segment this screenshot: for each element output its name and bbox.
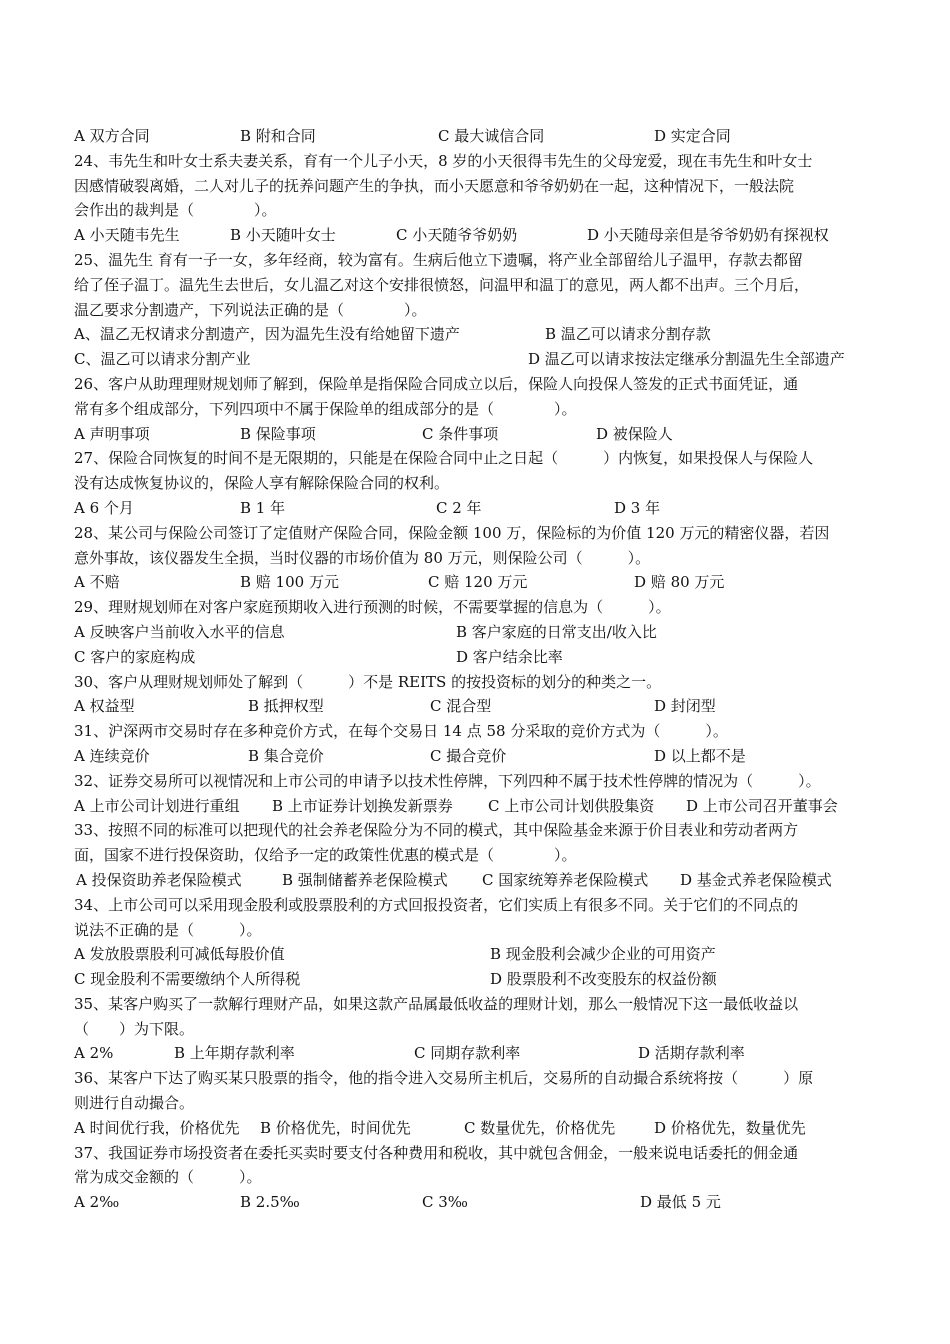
q32-option-b: B 上市证券计划换发新票券: [272, 796, 453, 815]
q36-option-d: D 价格优先，数量优先: [654, 1118, 806, 1137]
q29-option-c: C 客户的家庭构成: [74, 647, 196, 666]
q37-option-c: C 3‰: [422, 1193, 468, 1212]
q24-text-line-3: 会作出的裁判是（ ）。: [74, 201, 277, 220]
q25-options-row-2: [74, 347, 894, 372]
q29-option-b: B 客户家庭的日常支出/收入比: [456, 622, 657, 641]
q25-option-c: C、温乙可以请求分割产业: [74, 350, 251, 369]
q31-option-c: C 撮合竞价: [430, 746, 507, 765]
q29-option-a: A 反映客户当前收入水平的信息: [74, 622, 285, 641]
q36-option-a: A 时间优行我，价格优先: [74, 1118, 240, 1137]
q31-option-a: A 连续竞价: [74, 746, 150, 765]
q27-option-c: C 2 年: [436, 498, 482, 517]
q33-option-a: A 投保资助养老保险模式: [76, 870, 242, 889]
q36-option-c: C 数量优先，价格优先: [464, 1118, 616, 1137]
q33-options: [74, 868, 894, 893]
q31-option-b: B 集合竞价: [248, 746, 324, 765]
q24-option-b: B 小天随叶女士: [230, 226, 336, 245]
q23-options: [74, 124, 894, 149]
q27-option-b: B 1 年: [240, 498, 286, 517]
q28-option-a: A 不赔: [74, 573, 120, 592]
q36-text-line-1: 36、某客户下达了购买某只股票的指令，他的指令进入交易所主机后，交易所的自动撮合系统将按（ ）原: [74, 1069, 814, 1088]
q25-text-line-3: 温乙要求分割遗产，下列说法正确的是（ ）。: [74, 300, 427, 319]
q23-option-d: D 实定合同: [654, 127, 731, 145]
q37-text-line-1: 37、我国证券市场投资者在委托买卖时要支付各种费用和税收，其中就包含佣金，一般来说电话委托的佣金通: [74, 1143, 799, 1162]
q34-option-d: D 股票股利不改变股东的权益份额: [490, 970, 717, 989]
q36-option-b: B 价格优先，时间优先: [260, 1118, 411, 1137]
q28-text-line-1: 28、某公司与保险公司签订了定值财产保险合同，保险金额 100 万，保险标的为价值 120 万元的精密仪器，若因: [74, 523, 830, 542]
q32-options: [74, 794, 894, 819]
q26-option-a: A 声明事项: [74, 424, 150, 443]
q27-options: [74, 496, 894, 521]
q25-option-a: A、温乙无权请求分割遗产，因为温先生没有给她留下遗产: [74, 325, 460, 344]
q25-text-line-2: 给了侄子温丁。温先生去世后，女儿温乙对这个安排很愤怒，问温甲和温丁的意见，两人都不出声。三个月后，: [74, 275, 810, 294]
q26-text-line-1: 26、客户从助理理财规划师了解到，保险单是指保险合同成立以后，保险人向投保人签发的正式书面凭证，通: [74, 374, 799, 393]
q36-text-line-2: 则进行自动撮合。: [74, 1094, 195, 1113]
q35-options: [74, 1041, 894, 1066]
q34-text-line-1: 34、上市公司可以采用现金股利或股票股利的方式回报投资者，它们实质上有很多不同。关于它们的不同点的: [74, 895, 799, 914]
q32-option-a: A 上市公司计划进行重组: [74, 796, 240, 815]
q30-option-c: C 混合型: [430, 697, 492, 716]
q33-option-b: B 强制储蓄养老保险模式: [282, 870, 448, 889]
q30-options: [74, 694, 894, 719]
q27-option-a: A 6 个月: [74, 498, 134, 517]
q35-option-b: B 上年期存款利率: [174, 1044, 295, 1063]
q32-text-line-1: 32、证券交易所可以视情况和上市公司的申请予以技术性停牌，下列四种不属于技术性停牌的情况为（ ）。: [74, 771, 821, 790]
q34-option-b: B 现金股利会减少企业的可用资产: [490, 945, 716, 964]
q34-options-row-1: [74, 942, 894, 967]
q34-option-c: C 现金股利不需要缴纳个人所得税: [74, 970, 301, 989]
q28-option-b: B 赔 100 万元: [240, 573, 339, 592]
q23-option-a: A 双方合同: [74, 127, 150, 145]
q32-option-d: D 上市公司召开董事会: [686, 796, 838, 815]
q28-options: [74, 570, 894, 595]
q35-option-a: A 2%: [74, 1044, 114, 1063]
q32-option-c: C 上市公司计划供股集资: [488, 796, 655, 815]
q29-options-row-2: [74, 645, 894, 670]
q34-option-a: A 发放股票股利可减低每股价值: [74, 945, 285, 964]
q33-text-line-1: 33、按照不同的标准可以把现代的社会养老保险分为不同的模式，其中保险基金来源于价目表业和劳动者两方: [74, 821, 799, 840]
q27-text-line-2: 没有达成恢复协议的，保险人享有解除保险合同的权利。: [74, 474, 450, 493]
q26-option-d: D 被保险人: [596, 424, 673, 443]
q30-option-a: A 权益型: [74, 697, 135, 716]
q37-text-line-2: 常为成交金额的（ ）。: [74, 1168, 262, 1187]
q30-option-d: D 封闭型: [654, 697, 716, 716]
q25-option-d: D 温乙可以请求按法定继承分割温先生全部遗产: [528, 350, 845, 369]
q26-options: [74, 422, 894, 447]
q33-option-c: C 国家统筹养老保险模式: [482, 870, 649, 889]
q35-option-c: C 同期存款利率: [414, 1044, 521, 1063]
q26-option-b: B 保险事项: [240, 424, 316, 443]
q24-text-line-2: 因感情破裂离婚，二人对儿子的抚养问题产生的争执，而小天愿意和爷爷奶奶在一起，这种情况下，一般法院: [74, 176, 795, 195]
q24-option-d: D 小天随母亲但是爷爷奶奶有探视权: [587, 226, 829, 245]
q35-text-line-2: （ ）为下限。: [74, 1019, 195, 1038]
q34-text-line-2: 说法不正确的是（ ）。: [74, 920, 262, 939]
q28-text-line-2: 意外事故，该仪器发生全损，当时仪器的市场价值为 80 万元，则保险公司（ ）。: [74, 548, 651, 567]
q31-options: [74, 744, 894, 769]
q24-option-c: C 小天随爷爷奶奶: [396, 226, 518, 245]
q29-option-d: D 客户结余比率: [456, 647, 563, 666]
q27-option-d: D 3 年: [614, 498, 661, 517]
q24-option-a: A 小天随韦先生: [74, 226, 180, 245]
q28-option-c: C 赔 120 万元: [428, 573, 528, 592]
q33-text-line-2: 面，国家不进行投保资助，仅给予一定的政策性优惠的模式是（ ）。: [74, 846, 577, 865]
q25-options-row-1: [74, 322, 894, 347]
q33-option-d: D 基金式养老保险模式: [680, 870, 832, 889]
q37-option-d: D 最低 5 元: [640, 1193, 721, 1212]
q25-text-line-1: 25、温先生 育有一子一女，多年经商，较为富有。生病后他立下遗嘱，将产业全部留给儿子温甲，存款去都留: [74, 250, 803, 269]
q25-option-b: B 温乙可以请求分割存款: [545, 325, 711, 344]
q26-option-c: C 条件事项: [422, 424, 499, 443]
q26-text-line-2: 常有多个组成部分，下列四项中不属于保险单的组成部分的是（ ）。: [74, 399, 577, 418]
q27-text-line-1: 27、保险合同恢复的时间不是无限期的，只能是在保险合同中止之日起（ ）内恢复，如果投保人与保险人: [74, 449, 814, 468]
q30-text-line-1: 30、客户从理财规划师处了解到（ ）不是 REITS 的按投资标的划分的种类之一。: [74, 672, 662, 691]
q23-option-c: C 最大诚信合同: [438, 127, 545, 145]
q24-text-line-1: 24、韦先生和叶女士系夫妻关系，育有一个儿子小天，8 岁的小天很得韦先生的父母宠爱，现在韦先生和叶女士: [74, 151, 813, 170]
q36-options: [74, 1116, 894, 1141]
q23-option-b: B 附和合同: [240, 127, 316, 145]
q35-option-d: D 活期存款利率: [638, 1044, 745, 1063]
q28-option-d: D 赔 80 万元: [634, 573, 725, 592]
question-list: [74, 124, 894, 1215]
q37-options: [74, 1190, 894, 1215]
q31-option-d: D 以上都不是: [654, 746, 746, 765]
q29-options-row-1: [74, 620, 894, 645]
q34-options-row-2: [74, 967, 894, 992]
q37-option-a: A 2‰: [74, 1193, 120, 1212]
q30-option-b: B 抵押权型: [248, 697, 324, 716]
q29-text-line-1: 29、理财规划师在对客户家庭预期收入进行预测的时候，不需要掌握的信息为（ ）。: [74, 598, 671, 617]
q37-option-b: B 2.5‰: [240, 1193, 300, 1212]
q31-text-line-1: 31、沪深两市交易时存在多种竞价方式，在每个交易日 14 点 58 分采取的竞价方式为（ ）。: [74, 722, 728, 741]
q35-text-line-1: 35、某客户购买了一款解行理财产品，如果这款产品属最低收益的理财计划，那么一般情况下这一最低收益以: [74, 994, 799, 1013]
q24-options: [74, 223, 894, 248]
